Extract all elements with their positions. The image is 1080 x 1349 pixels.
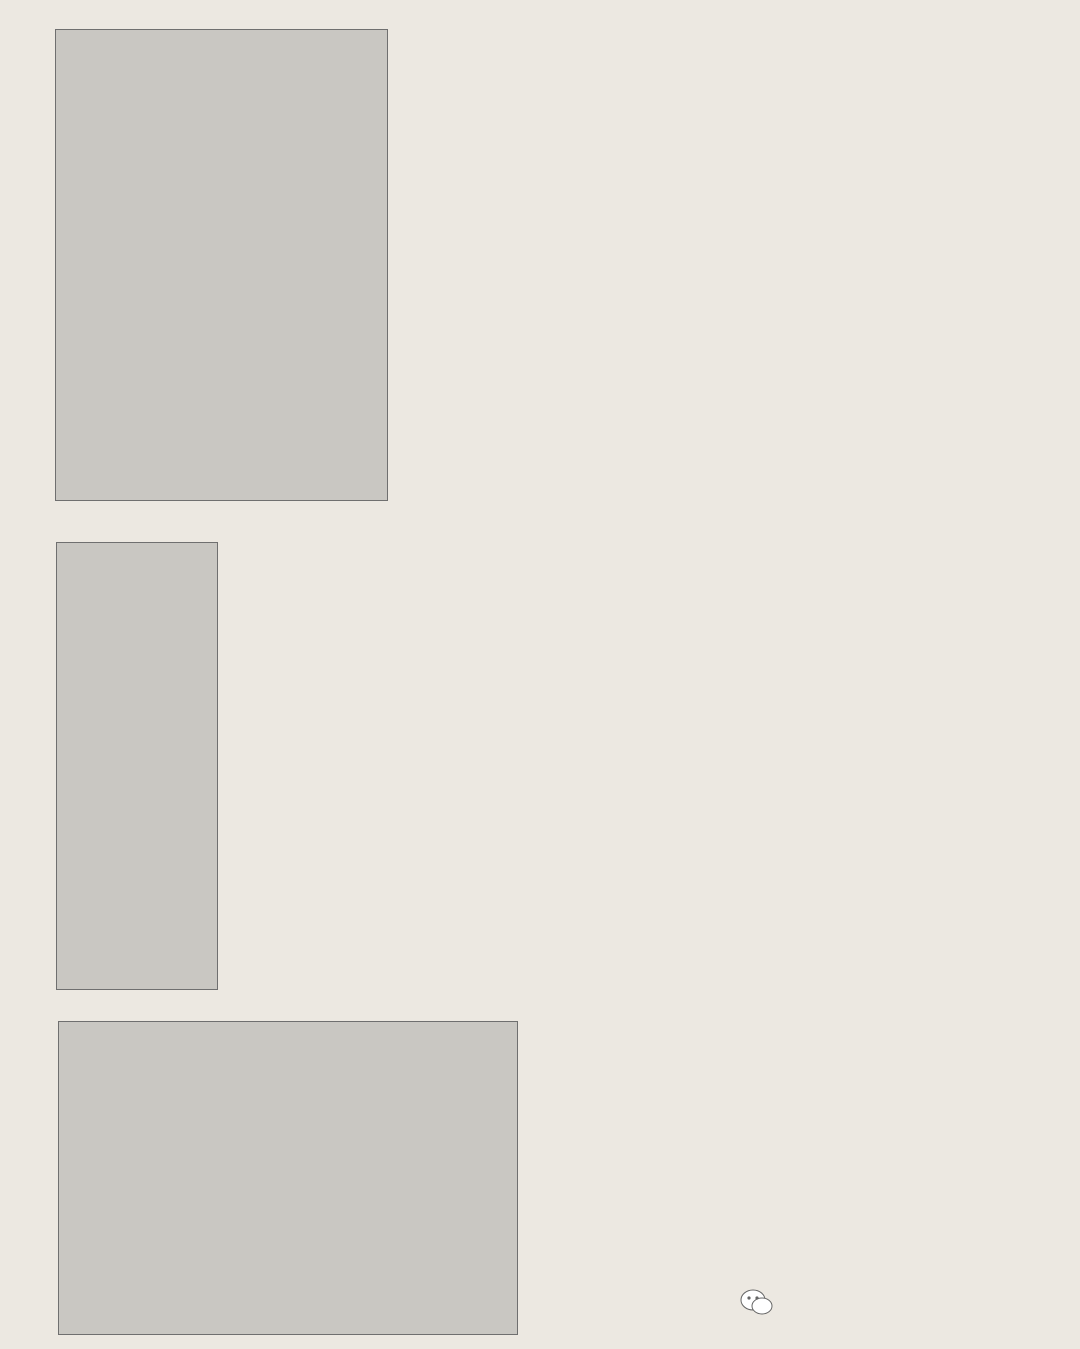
wechat-watermark xyxy=(740,1288,782,1318)
suppliers-accessories-box xyxy=(56,542,218,990)
kreativ-box xyxy=(58,1021,518,1335)
suppliers-yarn-box xyxy=(55,29,388,501)
wechat-icon xyxy=(740,1288,774,1318)
kreativ-headline xyxy=(67,1028,71,1062)
